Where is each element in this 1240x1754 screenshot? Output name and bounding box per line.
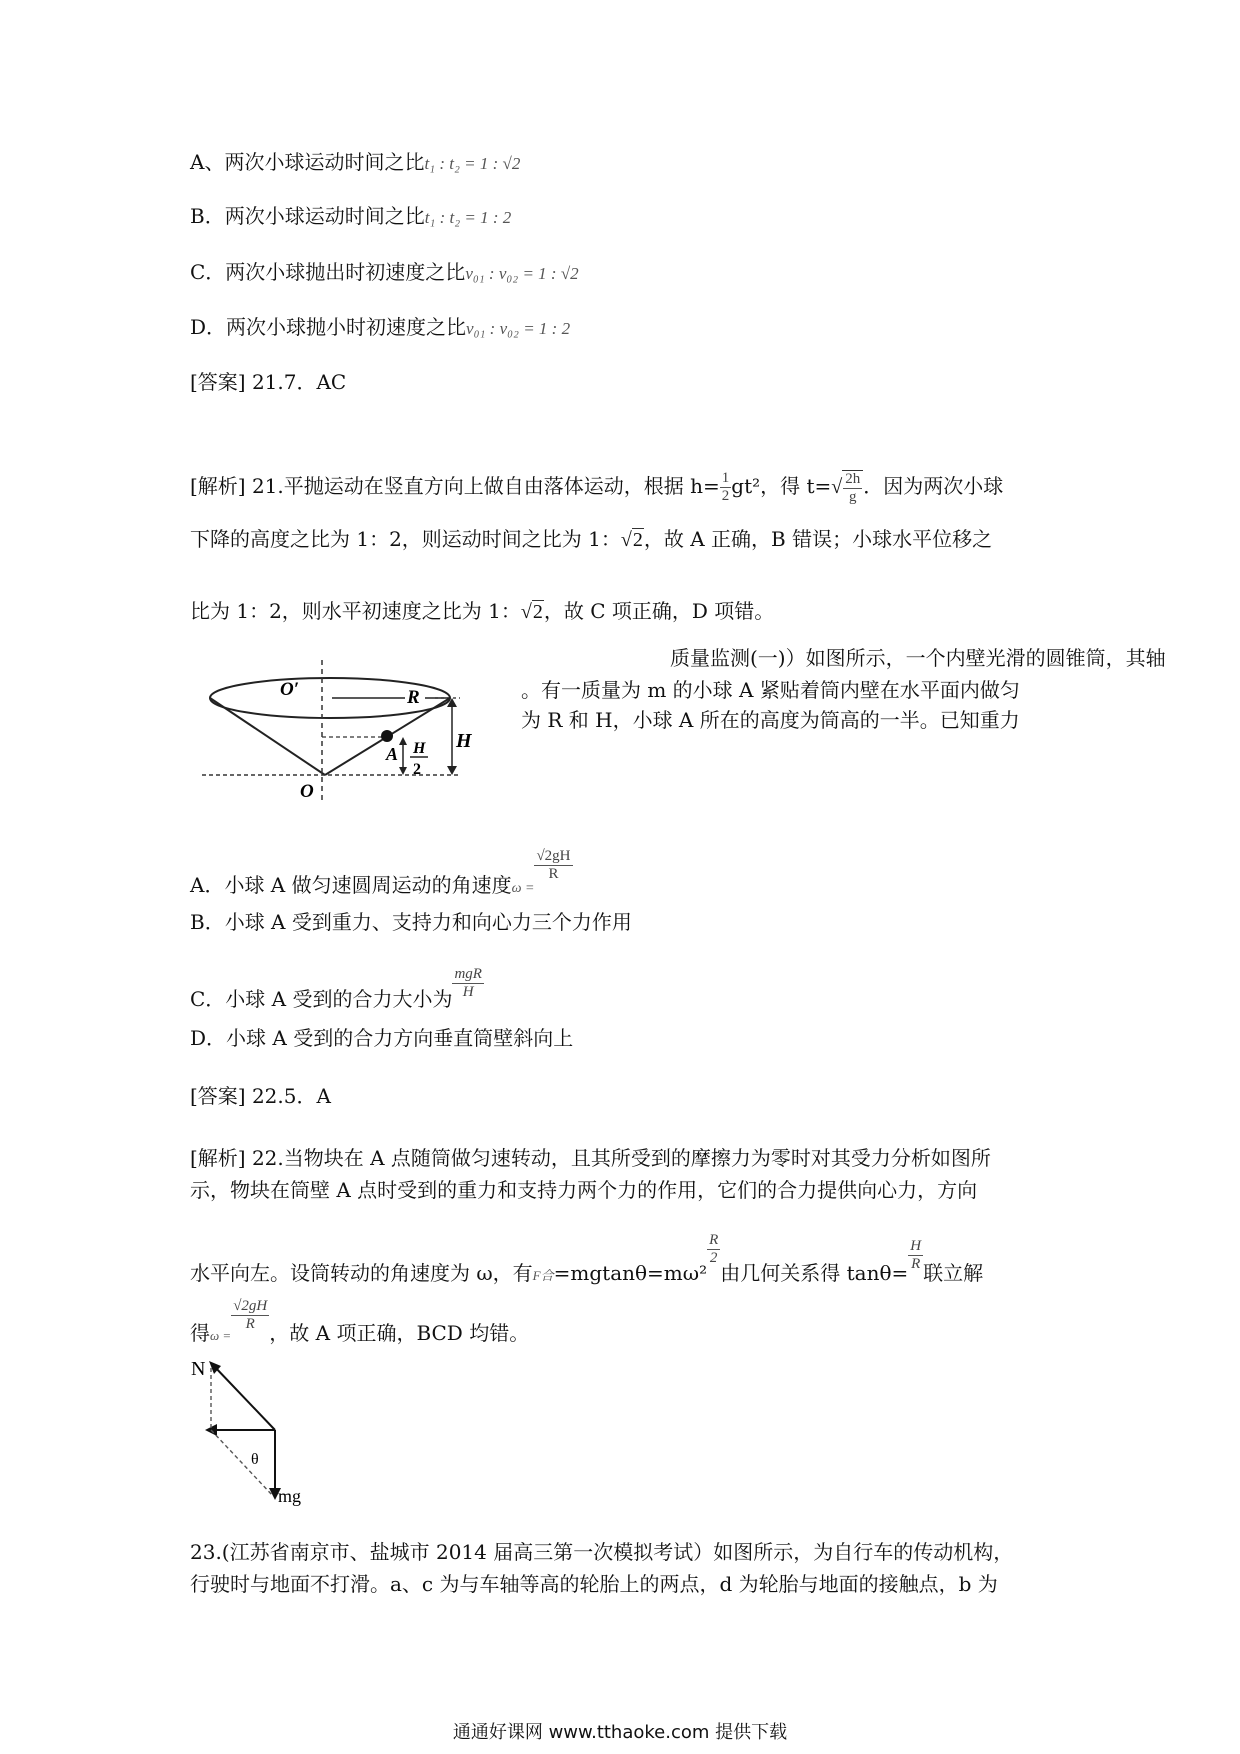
q22-option-a: A．小球 A 做匀速圆周运动的角速度ω = $\frac{√2gH}{R}$ [190, 848, 571, 897]
label-h-half-num: H [413, 740, 426, 757]
label-n: N [191, 1358, 206, 1380]
page-footer: 通通好课网 www.tthaoke.com 提供下载 [452, 1722, 788, 1743]
label-mg: mg [278, 1486, 302, 1506]
q21-analysis-line2: 下降的高度之比为 1：2，则运动时间之比为 1：√2，故 A 正确，B 错误；小球水平位移之 [190, 527, 993, 551]
q23-line1: 23.(江苏省南京市、盐城市 2014 届高三第一次模拟考试）如图所示，为自行车的传动机构， [190, 1540, 1014, 1564]
q22-analysis-line3: 水平向左。设筒转动的角速度为 ω，有F合=mgtanθ=mω² $\frac{R}{2}$ 由几何关系得 tanθ= $\frac{H}{R}$ 联立解 [190, 1232, 984, 1285]
q22-analysis-line2: 示，物块在筒壁 A 点时受到的重力和支持力两个力的作用，它们的合力提供向心力，方向 [190, 1178, 978, 1202]
q21-option-a-formula: t₁ : t₂ = 1 : √2 [424, 154, 521, 173]
q21-option-a: A、两次小球运动时间之比t₁ : t₂ = 1 : √2 [190, 150, 521, 174]
q22-stem-line1: 质量监测(一)）如图所示，一个内壁光滑的圆锥筒，其轴 [670, 646, 1166, 670]
q21-option-c: C．两次小球抛出时初速度之比v₀₁ : v₀₂ = 1 : √2 [190, 260, 579, 284]
ball-a [381, 730, 393, 742]
q22-option-b: B．小球 A 受到重力、支持力和向心力三个力作用 [190, 910, 632, 934]
label-o: O [300, 781, 314, 802]
q22-option-c: C．小球 A 受到的合力大小为 $\frac{\text{mgR}}{H}$ [190, 966, 482, 1011]
q22-answer: [答案] 22.5．A [190, 1084, 331, 1108]
q21-option-c-formula: v₀₁ : v₀₂ = 1 : √2 [465, 264, 579, 283]
sqrt-2: √2 [620, 529, 643, 551]
q22-stem-line2: 。有一质量为 m 的小球 A 紧贴着筒内壁在水平面内做匀 [521, 678, 1020, 702]
q22-stem-line3: 为 R 和 H，小球 A 所在的高度为筒高的一半。已知重力 [521, 708, 1020, 732]
q22-option-d: D．小球 A 受到的合力方向垂直筒壁斜向上 [190, 1026, 574, 1050]
q21-answer: [答案] 21.7．AC [190, 370, 347, 394]
normal-force-arrow [213, 1365, 275, 1430]
q21-option-d-formula: v₀₁ : v₀₂ = 1 : 2 [466, 319, 571, 338]
sqrt-2h-over-g: √ $\frac{2h}{g}$ [831, 476, 863, 498]
label-r: R [407, 687, 420, 708]
q22-analysis-line4: 得ω = $\frac{√2gH}{R}$ ，故 A 项正确，BCD 均错。 [190, 1298, 530, 1345]
mgr-over-h-fraction: $\frac{\text{mgR}}{H}$ [454, 966, 482, 1000]
sqrt-2: √2 [520, 601, 543, 623]
label-o-prime: O′ [280, 679, 300, 700]
label-h: H [456, 730, 472, 752]
label-a: A [386, 744, 399, 764]
label-h-half-den: 2 [413, 761, 421, 778]
q21-option-b-formula: t₁ : t₂ = 1 : 2 [424, 208, 512, 227]
fraction-one-half: $\frac{1}{2}$ [721, 470, 730, 504]
omega-fraction: $\frac{√2gH}{R}$ [536, 848, 571, 882]
cone-figure [200, 655, 500, 815]
q21-option-b: B．两次小球运动时间之比t₁ : t₂ = 1 : 2 [190, 204, 512, 228]
q21-analysis-line1: [解析] 21.平抛运动在竖直方向上做自由落体运动，根据 h= $\frac{1}{2}$ gt²，得 t=√ $\frac{2h}{g}$ ．因为两次小球 [190, 470, 1004, 506]
force-diagram [185, 1350, 325, 1510]
q23-line2: 行驶时与地面不打滑。a、c 为与车轴等高的轮胎上的两点，d 为轮胎与地面的接触点，b 为 [190, 1572, 998, 1596]
cone-left-wall [210, 698, 325, 775]
label-theta: θ [251, 1451, 259, 1468]
q22-analysis-line1: [解析] 22.当物块在 A 点随筒做匀速转动，且其所受到的摩擦力为零时对其受力分析如图所 [190, 1146, 991, 1170]
q21-analysis-line3: 比为 1：2，则水平初速度之比为 1：√2，故 C 项正确，D 项错。 [190, 599, 775, 623]
q21-option-d: D．两次小球抛小时初速度之比v₀₁ : v₀₂ = 1 : 2 [190, 315, 571, 339]
